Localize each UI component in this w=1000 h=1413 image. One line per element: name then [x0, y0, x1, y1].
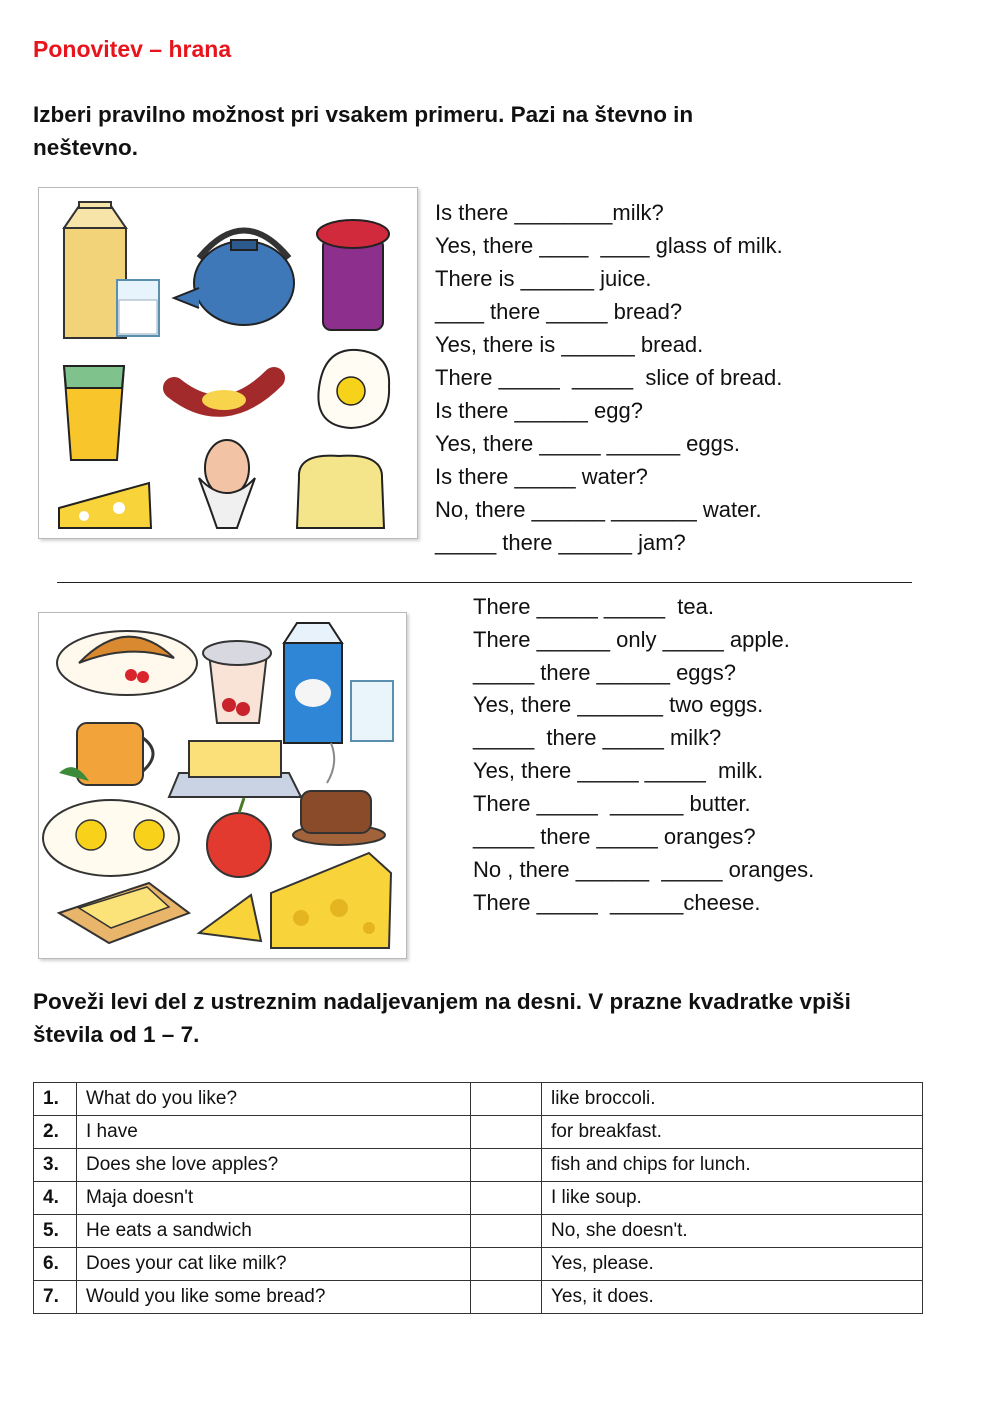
- instruction-1: [33, 98, 693, 164]
- answer-box[interactable]: [471, 1182, 542, 1215]
- left-part: Maja doesn't: [77, 1182, 471, 1215]
- cheese-icon: [59, 483, 151, 528]
- row-number: 7.: [34, 1281, 77, 1314]
- fried-eggs-plate-icon: [43, 800, 179, 876]
- left-part: Would you like some bread?: [77, 1281, 471, 1314]
- coffee-cup-icon: [293, 743, 385, 845]
- exercise-2-line-9: No , there ______ _____ oranges.: [473, 857, 815, 882]
- cheese-toast-icon: [59, 883, 189, 943]
- row-number: 1.: [34, 1083, 77, 1116]
- cheese-block-icon: [271, 853, 391, 948]
- answer-box[interactable]: [471, 1116, 542, 1149]
- tea-cup-icon: [59, 723, 153, 785]
- exercise-1-line-6: There _____ _____ slice of bread.: [435, 365, 783, 390]
- right-part: No, she doesn't.: [542, 1215, 923, 1248]
- glass-of-milk-icon: [117, 280, 159, 336]
- instruction-2-line-1: Poveži levi del z ustreznim nadaljevanjem na desni. V prazne kvadratke vpiši: [33, 989, 851, 1014]
- row-number: 2.: [34, 1116, 77, 1149]
- exercise-1-line-8: Yes, there _____ ______ eggs.: [435, 431, 741, 456]
- exercise-2-line-4: Yes, there _______ two eggs.: [473, 692, 764, 717]
- jam-jar-icon: [317, 220, 389, 330]
- instruction-2-line-2: števila od 1 – 7.: [33, 1022, 200, 1047]
- exercise-2-line-6: Yes, there _____ _____ milk.: [473, 758, 764, 783]
- exercise-2-line-1: There _____ _____ tea.: [473, 594, 714, 619]
- boiled-egg-icon: [199, 440, 255, 528]
- apple-icon: [207, 798, 271, 877]
- left-part: Does your cat like milk?: [77, 1248, 471, 1281]
- right-part: like broccoli.: [542, 1083, 923, 1116]
- food-picture-2: [38, 612, 407, 959]
- exercise-1-line-10: No, there ______ _______ water.: [435, 497, 762, 522]
- exercise-2-line-10: There _____ ______cheese.: [473, 890, 761, 915]
- answer-box[interactable]: [471, 1281, 542, 1314]
- exercise-1-line-1: Is there ________milk?: [435, 200, 664, 225]
- answer-box[interactable]: [471, 1215, 542, 1248]
- exercise-2-line-7: There _____ ______ butter.: [473, 791, 751, 816]
- right-part: Yes, please.: [542, 1248, 923, 1281]
- exercise-1-line-7: Is there ______ egg?: [435, 398, 643, 423]
- right-part: fish and chips for lunch.: [542, 1149, 923, 1182]
- exercise-1-line-11: _____ there ______ jam?: [435, 530, 686, 555]
- table-row: [34, 1116, 923, 1149]
- exercise-1-line-2: Yes, there ____ ____ glass of milk.: [435, 233, 783, 258]
- exercise-1-line-5: Yes, there is ______ bread.: [435, 332, 704, 357]
- table-row: [34, 1281, 923, 1314]
- page-title: Ponovitev – hrana: [33, 36, 232, 62]
- left-part: What do you like?: [77, 1083, 471, 1116]
- bread-slice-icon: [297, 456, 384, 528]
- table-row: [34, 1182, 923, 1215]
- exercise-1-line-9: Is there _____ water?: [435, 464, 648, 489]
- exercise-2-line-5: _____ there _____ milk?: [473, 725, 722, 750]
- glass-of-water-icon: [351, 681, 393, 741]
- right-part: Yes, it does.: [542, 1281, 923, 1314]
- matching-table: [33, 1082, 923, 1314]
- table-row: [34, 1083, 923, 1116]
- butter-icon: [169, 741, 301, 797]
- fried-egg-icon: [318, 350, 389, 428]
- row-number: 3.: [34, 1149, 77, 1182]
- kettle-icon: [174, 231, 294, 326]
- left-part: I have: [77, 1116, 471, 1149]
- milk-carton-icon: [284, 623, 342, 743]
- table-row: [34, 1248, 923, 1281]
- section-divider: [57, 582, 912, 583]
- answer-box[interactable]: [471, 1248, 542, 1281]
- instruction-1-line-1: Izberi pravilno možnost pri vsakem primeru. Pazi na števno in: [33, 102, 694, 127]
- right-part: for breakfast.: [542, 1116, 923, 1149]
- sausage-icon: [174, 378, 274, 410]
- answer-box[interactable]: [471, 1083, 542, 1116]
- instruction-2: [33, 985, 851, 1051]
- table-row: [34, 1215, 923, 1248]
- croissant-plate-icon: [57, 631, 197, 695]
- answer-box[interactable]: [471, 1149, 542, 1182]
- exercise-1-line-3: There is ______ juice.: [435, 266, 652, 291]
- yogurt-icon: [203, 641, 271, 723]
- row-number: 5.: [34, 1215, 77, 1248]
- row-number: 6.: [34, 1248, 77, 1281]
- left-part: Does she love apples?: [77, 1149, 471, 1182]
- exercise-2-line-8: _____ there _____ oranges?: [473, 824, 756, 849]
- food-picture-1: [38, 187, 418, 539]
- exercise-2-line-3: _____ there ______ eggs?: [473, 660, 737, 685]
- exercise-2-line-2: There ______ only _____ apple.: [473, 627, 790, 652]
- table-row: [34, 1149, 923, 1182]
- orange-juice-icon: [64, 366, 124, 460]
- row-number: 4.: [34, 1182, 77, 1215]
- left-part: He eats a sandwich: [77, 1215, 471, 1248]
- cheese-wedge-icon: [199, 895, 261, 941]
- right-part: I like soup.: [542, 1182, 923, 1215]
- exercise-1-line-4: ____ there _____ bread?: [435, 299, 683, 324]
- instruction-1-line-2: neštevno.: [33, 135, 139, 160]
